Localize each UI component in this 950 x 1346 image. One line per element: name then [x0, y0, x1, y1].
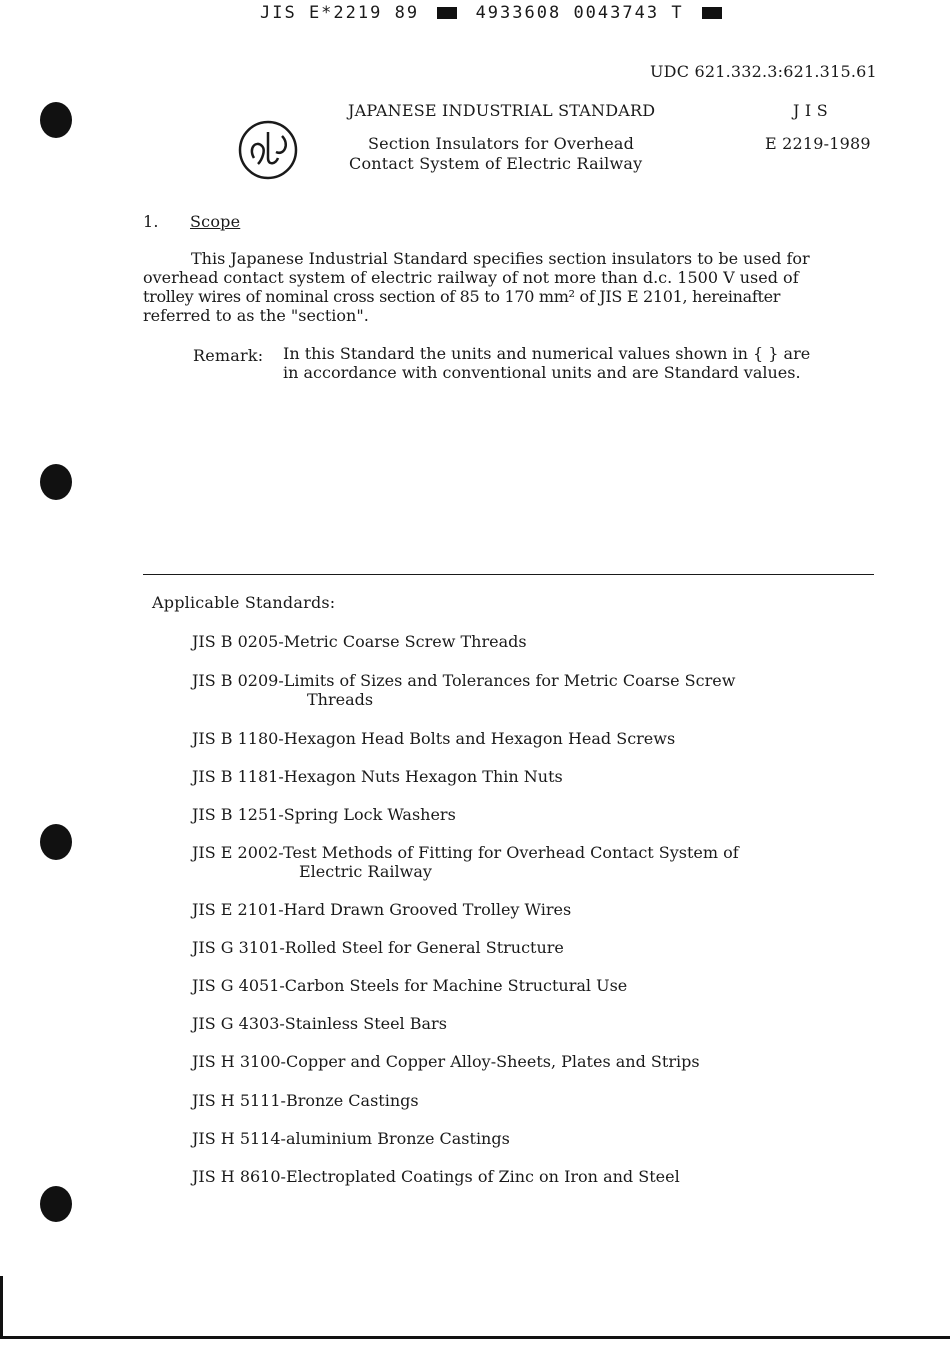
standard-item: [192, 1014, 447, 1033]
standard-separator: -: [280, 1167, 286, 1186]
standard-code: JIS G 3101: [192, 938, 280, 957]
standard-title: Metric Coarse Screw Threads: [283, 632, 527, 651]
remark-line-2: in accordance with conventional units and are Standard values.: [283, 363, 801, 382]
standard-separator: -: [280, 1129, 286, 1148]
header-code-middle: 4933608 0043743 T: [475, 3, 684, 23]
standard-title: Carbon Steels for Machine Structural Use: [284, 976, 628, 995]
standard-title: Test Methods of Fitting for Overhead Contact System of: [283, 843, 739, 862]
standard-item: [192, 976, 627, 995]
standard-title: Copper and Copper Alloy-Sheets, Plates and Strips: [285, 1052, 700, 1071]
standard-item: [192, 1091, 419, 1110]
standard-separator: -: [279, 938, 285, 957]
remark-label: Remark:: [193, 346, 264, 365]
standard-title: Bronze Castings: [285, 1091, 419, 1110]
black-block-icon: [702, 7, 722, 19]
standard-item: [192, 632, 527, 651]
standard-title-continuation: Electric Railway: [299, 862, 432, 881]
remark-line-1: In this Standard the units and numerical values shown in { } are: [283, 344, 811, 363]
applicable-heading: Applicable Standards:: [152, 593, 336, 612]
standard-separator: -: [278, 805, 284, 824]
udc-number: UDC 621.332.3:621.315.61: [650, 62, 877, 81]
standard-title-continuation: Threads: [307, 690, 374, 709]
standard-item: [192, 900, 571, 919]
standard-separator: -: [278, 729, 284, 748]
standard-separator: -: [278, 671, 284, 690]
standard-code: JIS B 1181: [192, 767, 279, 786]
standard-title: JAPANESE INDUSTRIAL STANDARD: [348, 101, 656, 120]
standard-entry: [192, 805, 456, 824]
standard-title: Hard Drawn Grooved Trolley Wires: [283, 900, 572, 919]
punch-hole: [40, 464, 72, 500]
standard-entry: [192, 900, 571, 919]
standard-title: Rolled Steel for General Structure: [284, 938, 564, 957]
standard-item: [192, 767, 563, 786]
black-block-icon: [437, 7, 457, 19]
jis-label: J I S: [793, 101, 828, 120]
punch-hole: [40, 102, 72, 138]
standard-title: Electroplated Coatings of Zinc on Iron and Steel: [285, 1167, 680, 1186]
standard-item: [192, 1129, 510, 1148]
standard-code: JIS H 3100: [192, 1052, 281, 1071]
standard-title: Hexagon Nuts Hexagon Thin Nuts: [283, 767, 563, 786]
section-number: 1.: [143, 212, 159, 231]
scope-line-1: This Japanese Industrial Standard specifies section insulators to be used for: [191, 249, 810, 268]
standard-entry: [192, 1091, 419, 1110]
standard-code: JIS E 2002: [192, 843, 279, 862]
standard-entry: [192, 1167, 680, 1186]
standard-item: [192, 843, 739, 881]
remark-text: [283, 344, 883, 382]
standard-code: JIS B 1180: [192, 729, 279, 748]
footnote-divider: [143, 574, 874, 575]
standard-code: JIS E 2101: [192, 900, 279, 919]
standard-separator: -: [278, 632, 284, 651]
standard-item: [192, 1052, 700, 1071]
standard-entry: [192, 671, 735, 690]
standard-entry: [192, 938, 564, 957]
standard-code: JIS B 1251: [192, 805, 279, 824]
standard-separator: -: [278, 900, 284, 919]
standard-item: [192, 938, 564, 957]
jis-mark-icon: [236, 118, 300, 182]
standard-code: JIS B 0205: [192, 632, 279, 651]
scope-line-3: trolley wires of nominal cross section of 85 to 170 mm² of JIS E 2101, hereinafter: [143, 287, 781, 306]
standard-code: JIS B 0209: [192, 671, 279, 690]
standard-entry: [192, 767, 563, 786]
doc-title-line-2: Contact System of Electric Railway: [349, 154, 643, 173]
standard-title: Hexagon Head Bolts and Hexagon Head Screws: [283, 729, 676, 748]
standard-title: Limits of Sizes and Tolerances for Metric Coarse Screw: [283, 671, 736, 690]
standard-code: JIS H 5114: [192, 1129, 281, 1148]
punch-hole: [40, 824, 72, 860]
page-border-bottom: [0, 1336, 950, 1339]
standard-item: [192, 729, 675, 748]
standard-entry: [192, 632, 527, 651]
standard-code: JIS H 5111: [192, 1091, 281, 1110]
standard-entry: [192, 1052, 700, 1071]
standard-code: JIS H 8610: [192, 1167, 281, 1186]
punch-hole: [40, 1186, 72, 1222]
doc-title-line-1: Section Insulators for Overhead: [368, 134, 635, 153]
standard-separator: -: [280, 1091, 286, 1110]
standard-entry: [192, 976, 627, 995]
standard-entry: [192, 1014, 447, 1033]
standard-separator: -: [279, 976, 285, 995]
scope-line-2: overhead contact system of electric railway of not more than d.c. 1500 V used of: [143, 268, 799, 287]
standard-title: Stainless Steel Bars: [284, 1014, 447, 1033]
scope-paragraph: [143, 249, 883, 325]
standard-separator: -: [278, 843, 284, 862]
standard-separator: -: [280, 1052, 286, 1071]
header-code-left: JIS E*2219 89: [260, 3, 420, 23]
standard-title: Spring Lock Washers: [283, 805, 456, 824]
standard-code: JIS G 4303: [192, 1014, 280, 1033]
scope-line-4: referred to as the "section".: [143, 306, 369, 325]
standard-separator: -: [279, 1014, 285, 1033]
standard-item: [192, 805, 456, 824]
standard-title: aluminium Bronze Castings: [285, 1129, 510, 1148]
header-code: [260, 3, 722, 23]
standard-entry: [192, 843, 739, 862]
doc-number: E 2219-1989: [765, 134, 871, 153]
standard-entry: [192, 729, 675, 748]
standard-item: [192, 1167, 680, 1186]
standard-code: JIS G 4051: [192, 976, 280, 995]
standard-item: [192, 671, 735, 709]
section-heading: Scope: [190, 212, 241, 231]
standard-entry: [192, 1129, 510, 1148]
standard-separator: -: [278, 767, 284, 786]
page-border-left: [0, 1276, 3, 1338]
